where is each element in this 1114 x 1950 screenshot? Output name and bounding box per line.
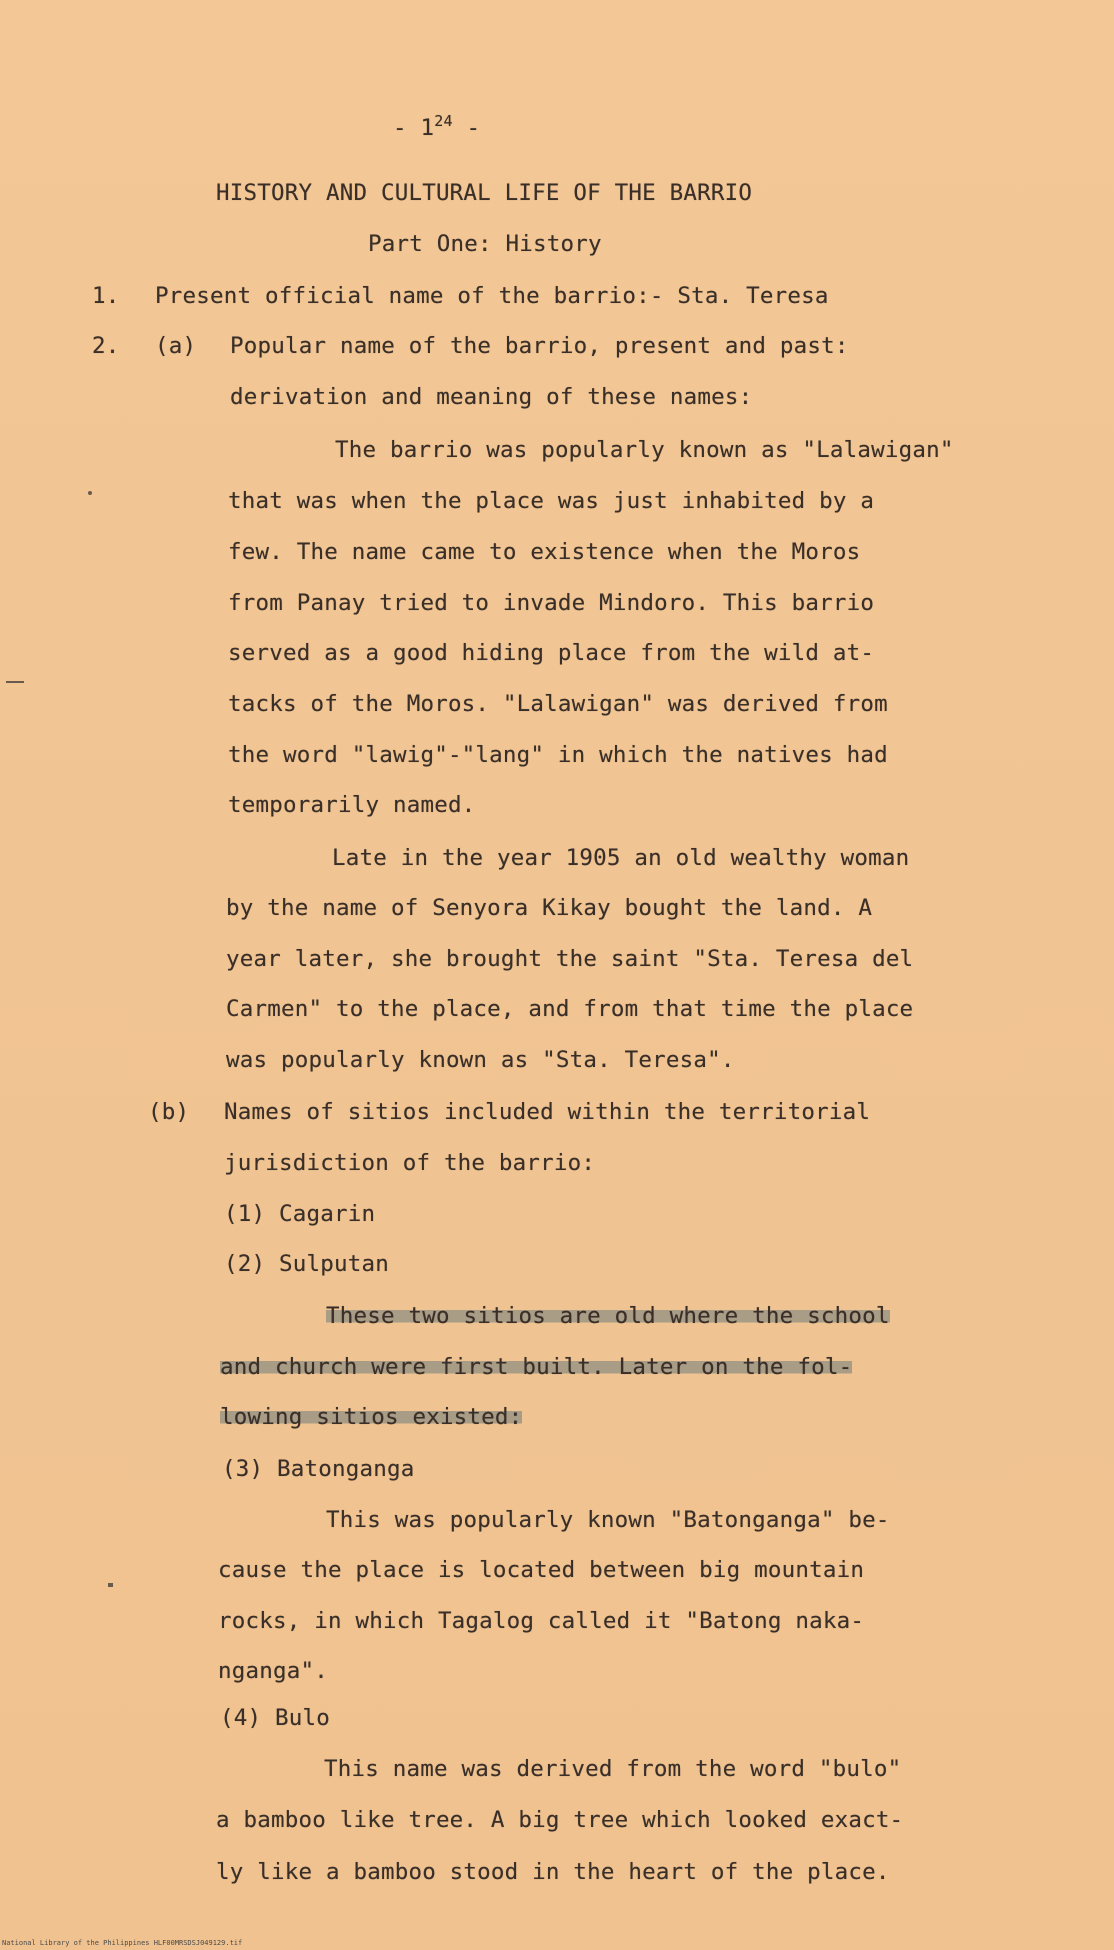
paragraph-line: This was popularly known "Batonganga" be- xyxy=(326,1507,890,1533)
paragraph-line: a bamboo like tree. A big tree which looked exact- xyxy=(216,1807,904,1833)
struck-line: and church were first built. Later on the fol- xyxy=(220,1354,853,1380)
footer-caption: National Library of the Philippines HLF00MRSDSJ049129.tif xyxy=(2,1939,243,1947)
margin-mark xyxy=(6,681,24,683)
margin-dot xyxy=(108,1583,113,1587)
sitio-item: (1) Cagarin xyxy=(224,1201,376,1227)
page-number-sup: 24 xyxy=(434,112,453,130)
item1-text: Present official name of the barrio:- Sta. Teresa xyxy=(155,283,829,309)
paragraph-line: Late in the year 1905 an old wealthy woman xyxy=(332,845,910,871)
paragraph-line: few. The name came to existence when the Moros xyxy=(228,539,861,565)
paragraph-line: ly like a bamboo stood in the heart of the place. xyxy=(216,1859,890,1885)
paragraph-line: nganga". xyxy=(218,1658,328,1684)
margin-dot xyxy=(88,491,92,495)
struck-line: These two sitios are old where the school xyxy=(326,1303,890,1329)
page-number-suffix: - xyxy=(452,115,481,141)
item2-number: 2. xyxy=(92,333,120,359)
item2a-question-line: derivation and meaning of these names: xyxy=(230,384,753,410)
paragraph-line: temporarily named. xyxy=(228,792,476,818)
paragraph-line: This name was derived from the word "bulo" xyxy=(324,1756,902,1782)
paragraph-line: rocks, in which Tagalog called it "Batong naka- xyxy=(218,1608,865,1634)
paragraph-line: by the name of Senyora Kikay bought the land. A xyxy=(226,895,873,921)
paragraph-line: served as a good hiding place from the wild at- xyxy=(228,640,875,666)
page-number xyxy=(393,106,480,143)
item1-number: 1. xyxy=(92,283,120,309)
item2b-question-line: jurisdiction of the barrio: xyxy=(224,1150,596,1176)
item2b-label: (b) xyxy=(148,1099,190,1125)
paragraph-line: from Panay tried to invade Mindoro. This barrio xyxy=(228,590,875,616)
paragraph-line: year later, she brought the saint "Sta. Teresa del xyxy=(226,946,914,972)
struck-line: lowing sitios existed: xyxy=(220,1404,523,1430)
item2b-question-line: Names of sitios included within the territorial xyxy=(224,1099,871,1125)
paragraph-line: Carmen" to the place, and from that time the place xyxy=(226,996,914,1022)
paragraph-line: tacks of the Moros. "Lalawigan" was derived from xyxy=(228,691,888,717)
paragraph-line: the word "lawig"-"lang" in which the natives had xyxy=(228,742,888,768)
item2a-question-line: Popular name of the barrio, present and past: xyxy=(230,333,849,359)
paragraph-line: was popularly known as "Sta. Teresa". xyxy=(226,1047,735,1073)
sitio-item: (4) Bulo xyxy=(220,1705,330,1731)
sitio-item: (2) Sulputan xyxy=(224,1251,389,1277)
document-title: HISTORY AND CULTURAL LIFE OF THE BARRIO xyxy=(216,180,753,206)
paragraph-line: cause the place is located between big mountain xyxy=(218,1557,865,1583)
document-subtitle: Part One: History xyxy=(368,231,602,257)
paragraph-line: The barrio was popularly known as "Lalawigan" xyxy=(335,437,954,463)
item2a-label: (a) xyxy=(155,333,197,359)
page-number-prefix: - 1 xyxy=(393,115,435,141)
paragraph-line: that was when the place was just inhabited by a xyxy=(228,488,875,514)
sitio-item: (3) Batonganga xyxy=(222,1456,415,1482)
